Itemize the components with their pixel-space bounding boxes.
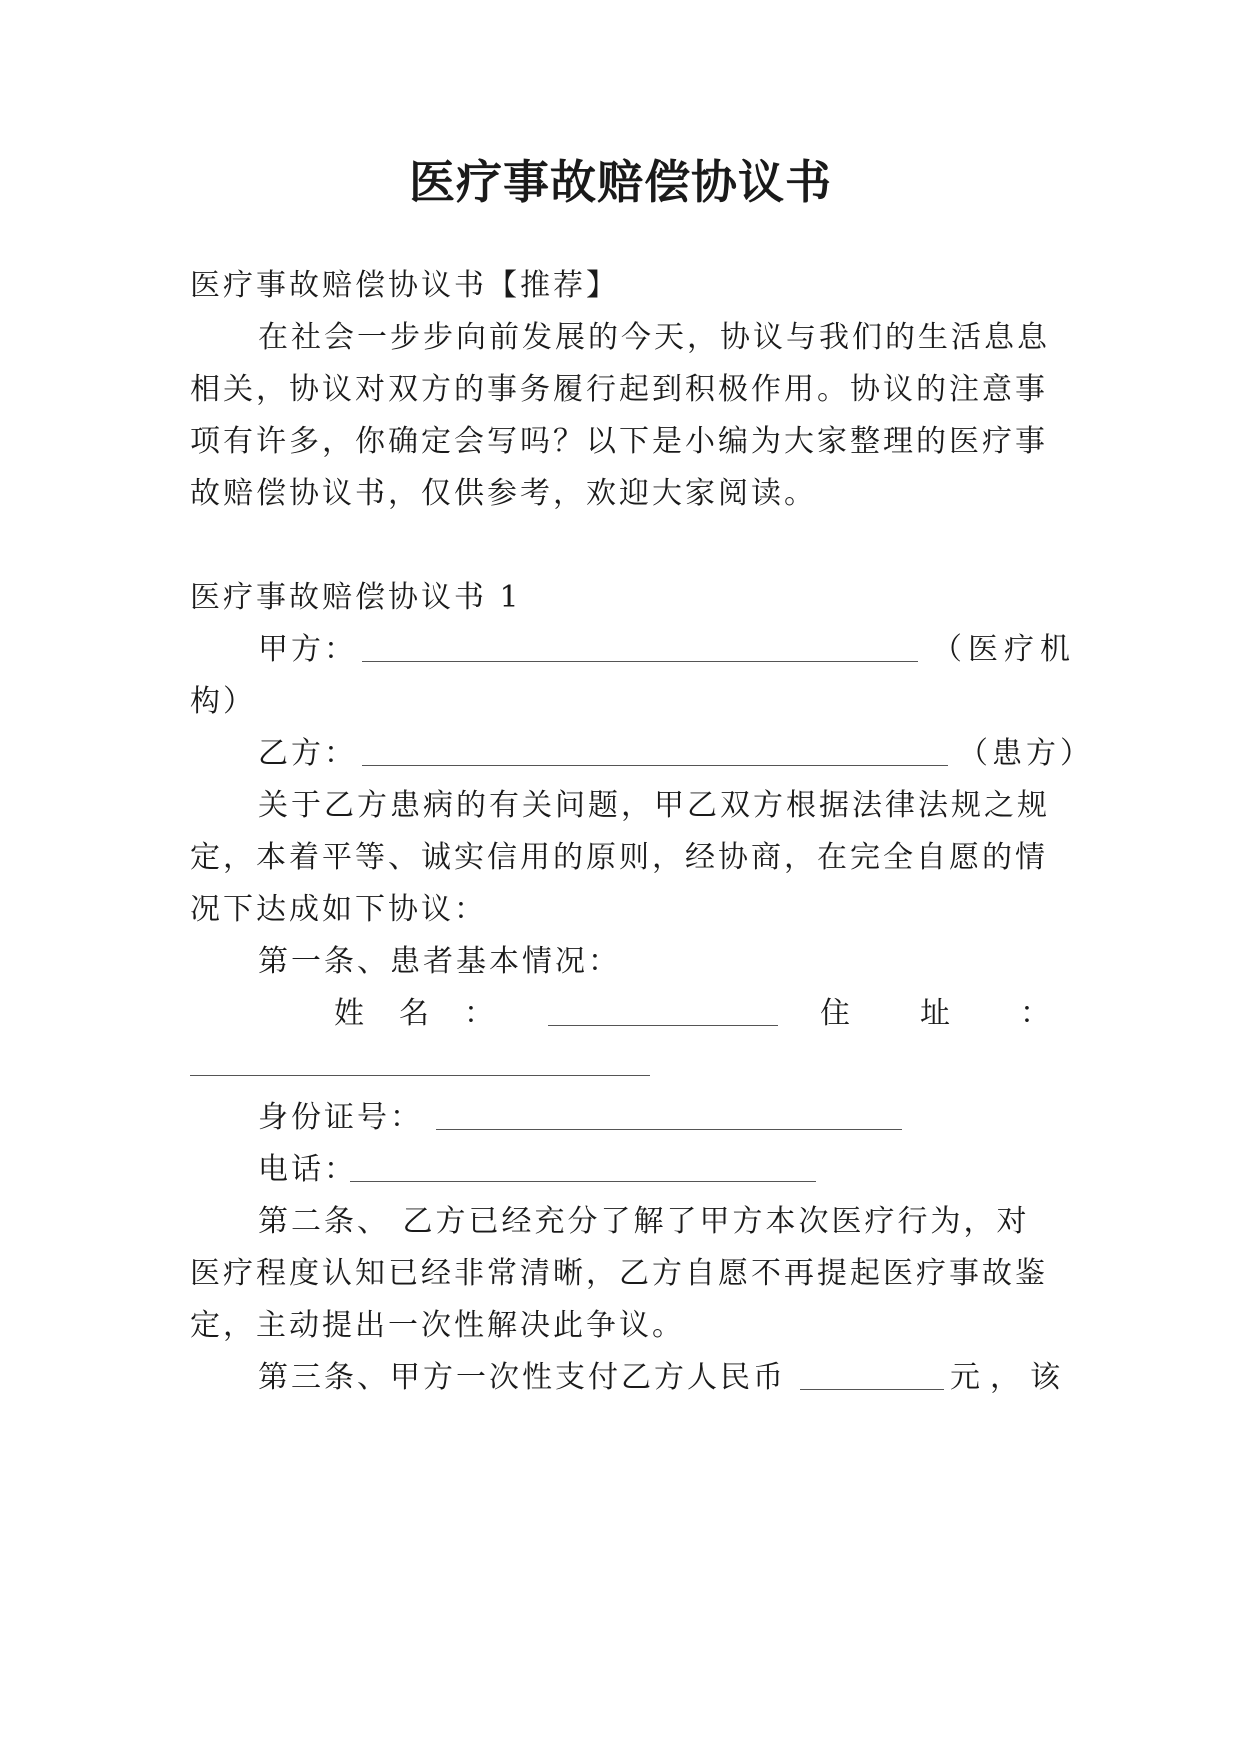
intro-line-4: 故赔偿协议书，仅供参考，欢迎大家阅读。 — [190, 476, 817, 511]
article2-line-3: 定，主动提出一次性解决此争议。 — [190, 1308, 685, 1343]
party-b-blank — [362, 765, 948, 766]
article2-line-1: 第二条、 乙方已经充分了解了甲方本次医疗行为，对 — [258, 1204, 1030, 1239]
address-blank — [190, 1075, 650, 1076]
amount-blank — [800, 1389, 944, 1390]
preamble-line-1: 关于乙方患病的有关问题，甲乙双方根据法律法规之规 — [258, 788, 1050, 823]
article3-prefix: 第三条、甲方一次性支付乙方人民币 — [258, 1360, 786, 1395]
phone-row — [258, 1150, 1050, 1190]
name-blank — [548, 1025, 778, 1026]
party-a-suffix-2: 构） — [190, 684, 256, 719]
section-heading: 医疗事故赔偿协议书 1 — [190, 580, 522, 615]
document-title: 医疗事故赔偿协议书 — [409, 155, 832, 209]
address-label — [820, 994, 1050, 1034]
preamble-line-2: 定，本着平等、诚实信用的原则，经协商，在完全自愿的情 — [190, 840, 1048, 875]
article3-suffix: 元，该 — [950, 1360, 1070, 1395]
name-char-3: ： — [464, 996, 494, 1031]
phone-label: 电话： — [258, 1152, 357, 1187]
phone-blank — [350, 1181, 816, 1182]
party-a-blank — [362, 661, 918, 662]
name-char-2: 名 — [399, 996, 429, 1031]
document-subtitle: 医疗事故赔偿协议书【推荐】 — [190, 268, 619, 303]
article1-heading: 第一条、患者基本情况： — [258, 944, 621, 979]
id-row — [258, 1098, 1050, 1138]
article3-row — [258, 1358, 1070, 1398]
intro-line-2: 相关，协议对双方的事务履行起到积极作用。协议的注意事 — [190, 372, 1048, 407]
address-char-1: 住 — [820, 996, 850, 1031]
name-label — [334, 994, 494, 1034]
party-a-suffix-1: （医疗机 — [932, 632, 1076, 667]
article2-line-2: 医疗程度认知已经非常清晰，乙方自愿不再提起医疗事故鉴 — [190, 1256, 1048, 1291]
party-a-label: 甲方： — [258, 632, 357, 667]
intro-line-3: 项有许多，你确定会写吗？以下是小编为大家整理的医疗事 — [190, 424, 1048, 459]
preamble-line-3: 况下达成如下协议： — [190, 892, 487, 927]
address-char-2: 址 — [920, 996, 950, 1031]
name-char-1: 姓 — [334, 996, 364, 1031]
address-char-3: ： — [1020, 996, 1050, 1031]
id-blank — [436, 1129, 902, 1130]
party-b-suffix: （患方） — [958, 736, 1094, 771]
party-b-label: 乙方： — [258, 736, 357, 771]
intro-line-1: 在社会一步步向前发展的今天，协议与我们的生活息息 — [258, 320, 1050, 355]
party-b-row — [258, 734, 1050, 774]
id-label: 身份证号： — [258, 1100, 423, 1135]
